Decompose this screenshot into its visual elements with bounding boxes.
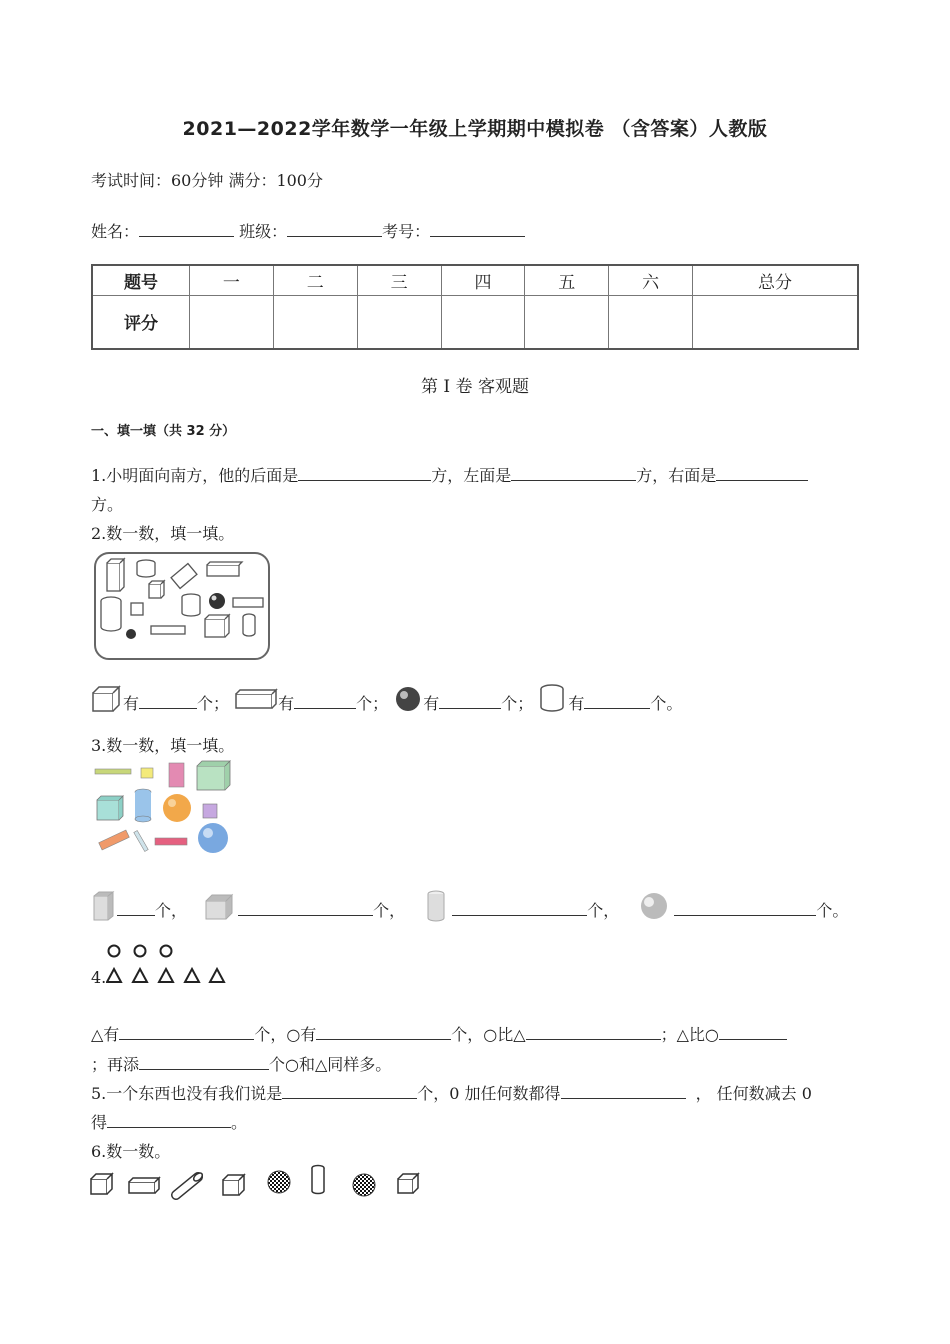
table-col-1: 一 [190, 265, 274, 295]
number-blank[interactable] [430, 222, 525, 237]
q1-text-d: 方。 [91, 495, 124, 514]
exam-info: 考试时间：60分钟 满分：100分 [91, 171, 323, 190]
cuboid-shape [129, 1178, 159, 1193]
table-col-6: 六 [609, 265, 693, 295]
q3-blank-1[interactable] [117, 901, 155, 916]
q4-triangles [106, 966, 231, 986]
q3-blank-3[interactable] [452, 901, 587, 916]
q4-blank-5[interactable] [139, 1055, 269, 1070]
q5-text-c: ， 任何数减去 0 [695, 1084, 812, 1103]
triangle-shape [210, 969, 224, 982]
table-row-label: 评分 [92, 295, 190, 349]
q4-blank-2[interactable] [316, 1025, 451, 1040]
number-label: 考号： [382, 222, 431, 241]
question-5-cont [91, 1110, 247, 1133]
q4-text-a: △有 [91, 1025, 120, 1044]
cuboid-icon [234, 685, 278, 713]
table-col-2: 二 [273, 265, 357, 295]
q2-have-2: 有 [278, 694, 295, 713]
q3-unit-4: 个。 [816, 901, 849, 920]
q2-shapes-picture [93, 551, 271, 661]
cylinder-standing-shape [312, 1166, 324, 1194]
triangle-shape [159, 969, 173, 982]
q3-answer-row [91, 888, 848, 924]
q2-unit-3: 个； [501, 694, 534, 713]
q2-blank-4[interactable] [584, 694, 650, 709]
cube-shape [398, 1174, 418, 1193]
q4-text-f: 个○和△同样多。 [269, 1055, 392, 1074]
q1-blank-3[interactable] [716, 466, 808, 481]
checkered-sphere-shape [353, 1174, 375, 1196]
q1-text-c: 方，右面是 [636, 466, 717, 485]
q4-circles [106, 942, 176, 960]
q2-have-1: 有 [123, 694, 140, 713]
checkered-sphere-shape [268, 1171, 290, 1193]
q5-text-b: 个，0 加任何数都得 [417, 1084, 561, 1103]
triangle-shape [107, 969, 121, 982]
table-col-5: 五 [525, 265, 609, 295]
q3-unit-2: 个， [373, 901, 406, 920]
table-col-3: 三 [357, 265, 441, 295]
circle-shape [161, 946, 172, 957]
circle-shape [109, 946, 120, 957]
q3-unit-1: 个， [155, 901, 188, 920]
q2-blank-1[interactable] [139, 694, 197, 709]
score-cell[interactable] [190, 295, 274, 349]
cube-icon [91, 685, 123, 713]
q2-unit-1: 个； [197, 694, 230, 713]
q5-text-a: 5.一个东西也没有我们说是 [91, 1084, 283, 1103]
name-label: 姓名： [91, 222, 140, 241]
sphere-gray-icon [636, 892, 674, 922]
part-title: 第 I 卷 客观题 [421, 377, 529, 397]
q4-number: 4. [91, 968, 107, 987]
sphere-icon [393, 685, 423, 713]
score-cell[interactable] [693, 295, 858, 349]
cylinder-gray-icon [422, 888, 452, 924]
q4-line-2 [91, 1052, 391, 1075]
q2-unit-2: 个； [356, 694, 389, 713]
q1-blank-1[interactable] [298, 466, 431, 481]
q1-text-a: 1.小明面向南方，他的后面是 [91, 466, 299, 485]
q3-label: 3.数一数，填一填。 [91, 736, 235, 755]
q5-text-e: 。 [231, 1113, 248, 1132]
q5-blank-3[interactable] [107, 1113, 231, 1128]
cube-gray-icon [202, 892, 238, 922]
cube-shape [91, 1174, 112, 1194]
class-blank[interactable] [287, 222, 382, 237]
section-title: 一、填一填（共 32 分） [91, 424, 236, 439]
q2-have-4: 有 [568, 694, 585, 713]
q2-unit-4: 个。 [650, 694, 683, 713]
table-col-4: 四 [441, 265, 525, 295]
class-label: 班级： [239, 222, 288, 241]
table-header-label: 题号 [92, 265, 190, 295]
score-cell[interactable] [273, 295, 357, 349]
q4-text-e: ；再添 [91, 1055, 140, 1074]
q4-text-b: 个，○有 [254, 1025, 317, 1044]
q4-blank-4[interactable] [719, 1025, 787, 1040]
score-cell[interactable] [525, 295, 609, 349]
score-table [91, 264, 859, 350]
q3-blank-4[interactable] [674, 901, 816, 916]
question-5 [91, 1081, 812, 1104]
cylinder-lying-shape [176, 1171, 204, 1195]
q4-text-d: ；△比○ [660, 1025, 719, 1044]
circle-shape [135, 946, 146, 957]
q5-blank-1[interactable] [282, 1084, 417, 1099]
q3-shapes-picture [93, 760, 233, 855]
q4-blank-3[interactable] [526, 1025, 661, 1040]
q5-blank-2[interactable] [561, 1084, 686, 1099]
table-col-total: 总分 [693, 265, 858, 295]
cube-shape [223, 1175, 244, 1195]
q2-blank-3[interactable] [439, 694, 501, 709]
score-cell[interactable] [441, 295, 525, 349]
q1-blank-2[interactable] [511, 466, 636, 481]
q2-answer-row [91, 683, 682, 715]
name-blank[interactable] [139, 222, 234, 237]
triangle-shape [185, 969, 199, 982]
q5-text-d: 得 [91, 1113, 108, 1132]
q3-blank-2[interactable] [238, 901, 373, 916]
score-cell[interactable] [609, 295, 693, 349]
student-fields [91, 219, 525, 242]
q1-text-b: 方，左面是 [431, 466, 512, 485]
q6-label: 6.数一数。 [91, 1142, 171, 1161]
q4-line-1 [91, 1022, 787, 1045]
cylinder-icon [538, 683, 568, 713]
triangle-shape [133, 969, 147, 982]
q4-blank-1[interactable] [119, 1025, 254, 1040]
q2-blank-2[interactable] [294, 694, 356, 709]
score-cell[interactable] [357, 295, 441, 349]
page-title: 2021—2022学年数学一年级上学期期中模拟卷 （含答案）人教版 [182, 118, 768, 140]
q4-text-c: 个，○比△ [451, 1025, 526, 1044]
q2-label: 2.数一数，填一填。 [91, 524, 235, 543]
q3-unit-3: 个， [587, 901, 620, 920]
q2-have-3: 有 [423, 694, 440, 713]
cuboid-tall-icon [91, 890, 117, 922]
question-1 [91, 463, 808, 486]
q6-shapes-row [88, 1162, 428, 1202]
